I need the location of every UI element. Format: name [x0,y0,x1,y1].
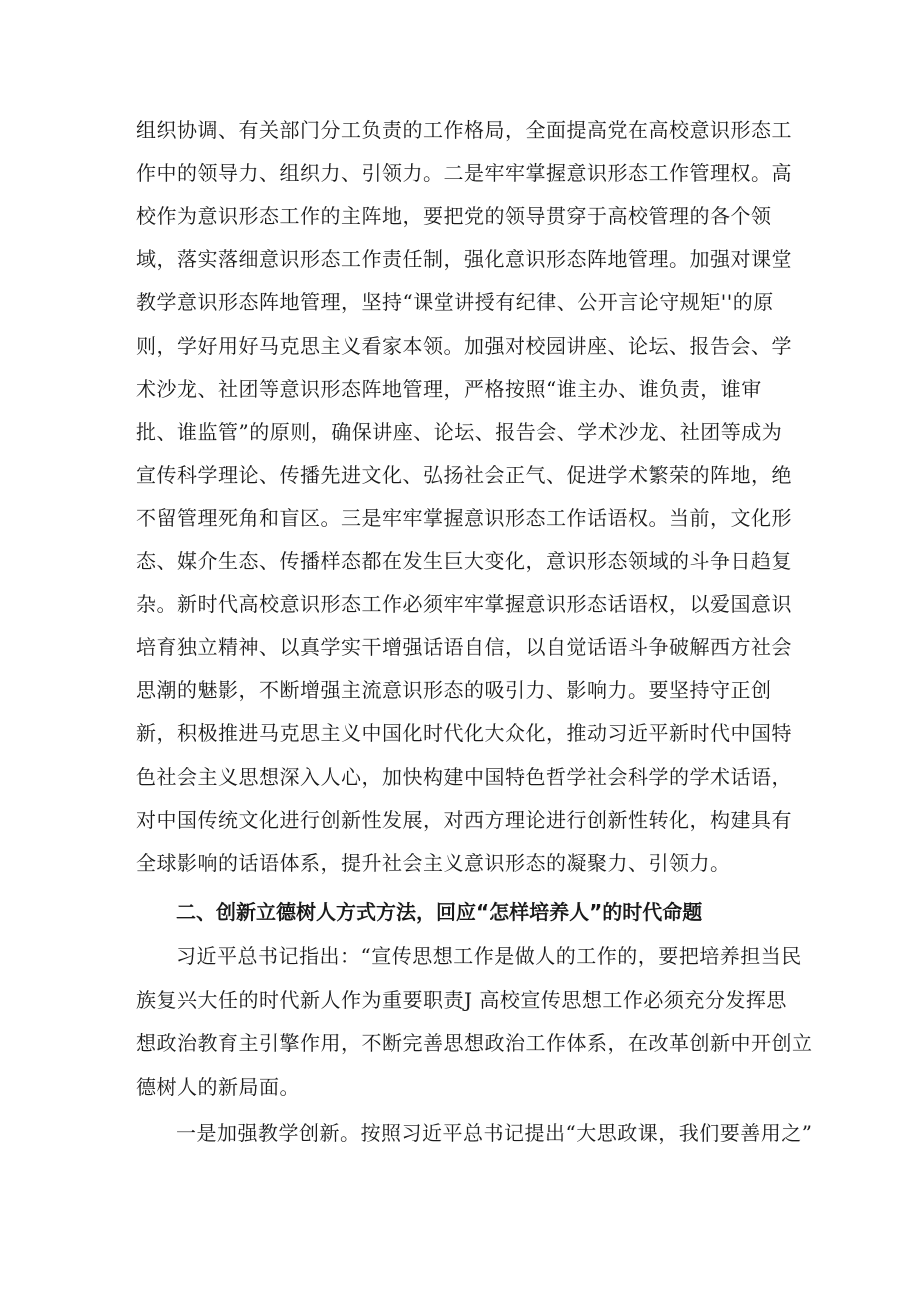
text-line: 组织协调、有关部门分工负责的工作格局，全面提高党在高校意识形态工 [136,118,792,142]
text-line: 教学意识形态阵地管理，坚持“课堂讲授有纪律、公开言论守规矩''的原 [136,290,774,315]
text-line: 德树人的新局面。 [136,1074,300,1099]
text-line: 习近平总书记指出：“宣传思想工作是做人的工作的，要把培养担当民 [176,944,802,968]
text-line: 校作为意识形态工作的主阵地，要把党的领导贯穿于高校管理的各个领 [136,204,772,229]
text-line: 不留管理死角和盲区。三是牢牢掌握意识形态工作话语权。当前，文化形 [136,505,792,530]
text-line: 作中的领导力、组织力、引领力。二是牢牢掌握意识形态工作管理权。高 [136,161,792,186]
text-line: 域，落实落细意识形态工作责任制，强化意识形态阵地管理。加强对课堂 [136,247,792,272]
text-line: 术沙龙、社团等意识形态阵地管理，严格按照“谁主办、谁负责，谁审 [136,376,762,401]
text-line: 思潮的魅影，不断增强主流意识形态的吸引力、影响力。要坚持守正创 [136,678,772,703]
text-line: 想政治教育主引擎作用，不断完善思想政治工作体系，在改革创新中开创立 [136,1031,813,1055]
section-heading: 二、创新立德树人方式方法，回应“怎样培养人”的时代命题 [176,900,703,924]
text-line: 一是加强教学创新。按照习近平总书记提出“大思政课，我们要善用之” [176,1121,813,1145]
text-line: 色社会主义思想深入人心，加快构建中国特色哲学社会科学的学术话语， [136,764,792,789]
text-line: 族复兴大任的时代新人作为重要职责J 高校宣传思想工作必须充分发挥思 [136,987,787,1012]
text-line: 则，学好用好马克思主义看家本领。加强对校园讲座、论坛、报告会、学 [136,333,792,358]
text-line: 杂。新时代高校意识形态工作必须牢牢掌握意识形态话语权，以爱国意识 [136,592,792,617]
text-line: 态、媒介生态、传播样态都在发生巨大变化，意识形态领域的斗争日趋复 [136,549,792,573]
text-line: 批、谁监管”的原则，确保讲座、论坛、报告会、学术沙龙、社团等成为 [136,419,783,444]
text-line: 培育独立精神、以真学实干增强话语自信，以自觉话语斗争破解西方社会 [136,635,792,660]
text-line: 宣传科学理论、传播先进文化、弘扬社会正气、促进学术繁荣的阵地，绝 [136,462,792,487]
text-line: 对中国传统文化进行创新性发展，对西方理论进行创新性转化，构建具有 [136,807,792,832]
text-line: 新，积极推进马克思主义中国化时代化大众化，推动习近平新时代中国特 [136,721,792,746]
text-line: 全球影响的话语体系，提升社会主义意识形态的凝聚力、引领力。 [136,850,731,875]
